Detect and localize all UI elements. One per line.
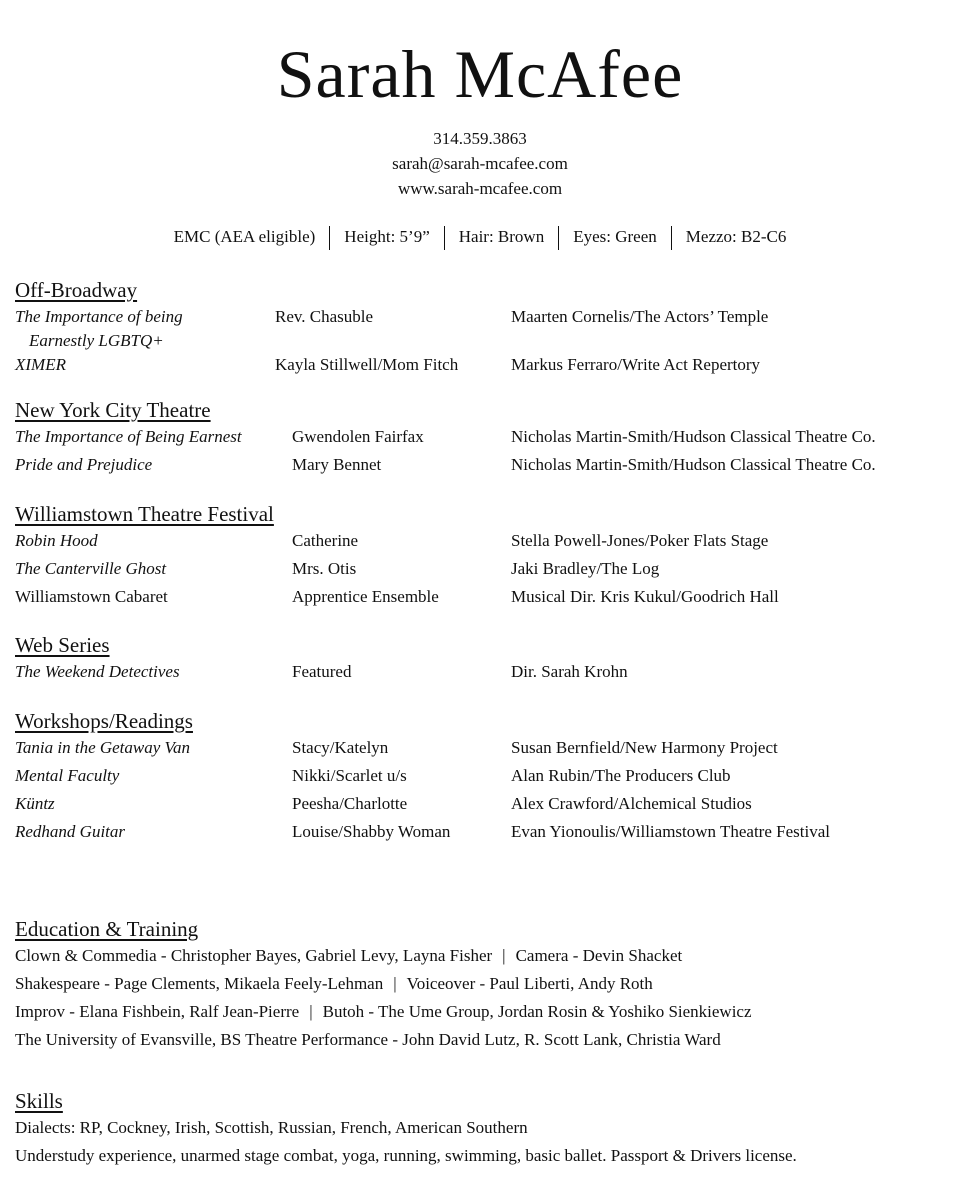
credit-show: Williamstown Cabaret	[15, 587, 168, 606]
credit-role: Apprentice Ensemble	[292, 587, 439, 606]
credit-company: Evan Yionoulis/Williamstown Theatre Festival	[511, 822, 830, 841]
credit-row	[15, 527, 950, 555]
training-item: Butoh - The Ume Group, Jordan Rosin & Yoshiko Sienkiewicz	[322, 1002, 752, 1021]
credit-row	[15, 583, 950, 611]
credit-company: Alan Rubin/The Producers Club	[511, 766, 731, 785]
credit-row	[15, 790, 950, 818]
credit-row	[15, 451, 950, 479]
credit-role: Rev. Chasuble	[275, 307, 374, 326]
voice-range-stat: Mezzo: B2-C6	[685, 227, 787, 246]
skills-line: Understudy experience, unarmed stage combat, yoga, running, swimming, basic ballet. Passport & Drivers license.	[15, 1146, 797, 1165]
website-url: www.sarah-mcafee.com	[397, 179, 563, 198]
training-item: Shakespeare - Page Clements, Mikaela Feely-Lehman	[15, 974, 384, 993]
training-item: Clown & Commedia - Christopher Bayes, Gabriel Levy, Layna Fisher	[15, 946, 493, 965]
credit-company: Susan Bernfield/New Harmony Project	[511, 738, 778, 757]
credit-row	[15, 351, 950, 379]
credit-show: Robin Hood	[15, 531, 98, 550]
separator: |	[502, 946, 506, 965]
credit-company: Musical Dir. Kris Kukul/Goodrich Hall	[511, 587, 779, 606]
skills-lines	[15, 1114, 950, 1170]
credit-show: Mental Faculty	[15, 766, 120, 785]
credit-show: The Canterville Ghost	[15, 559, 167, 578]
training-item: Camera - Devin Shacket	[515, 946, 683, 965]
section-off-broadway	[15, 277, 950, 379]
section-education	[15, 916, 950, 1054]
credit-row	[15, 303, 950, 351]
credit-row	[15, 555, 950, 583]
credit-company: Nicholas Martin-Smith/Hudson Classical Theatre Co.	[511, 455, 876, 474]
education-line	[15, 942, 950, 970]
education-lines	[15, 942, 950, 1054]
credit-role: Peesha/Charlotte	[292, 794, 408, 813]
contact-info	[0, 126, 960, 201]
credit-row	[15, 734, 950, 762]
credit-role: Nikki/Scarlet u/s	[292, 766, 407, 785]
skills-line: Dialects: RP, Cockney, Irish, Scottish, Russian, French, American Southern	[15, 1118, 528, 1137]
section-title: Skills	[15, 1089, 63, 1113]
training-item: Improv - Elana Fishbein, Ralf Jean-Pierre	[15, 1002, 300, 1021]
credit-role: Louise/Shabby Woman	[292, 822, 451, 841]
email-address: sarah@sarah-mcafee.com	[392, 154, 568, 173]
credit-company: Dir. Sarah Krohn	[511, 662, 628, 681]
credit-show: Tania in the Getaway Van	[15, 738, 191, 757]
credit-row	[15, 818, 950, 846]
credit-company: Nicholas Martin-Smith/Hudson Classical Theatre Co.	[511, 427, 876, 446]
credit-role: Featured	[292, 662, 352, 681]
section-skills	[15, 1088, 950, 1170]
actor-name: Sarah McAfee	[276, 36, 684, 112]
credit-show: The Weekend Detectives	[15, 662, 180, 681]
credit-show: The Importance of Being Earnest	[15, 427, 242, 446]
section-workshops	[15, 708, 950, 846]
section-title: Workshops/Readings	[15, 709, 193, 733]
height-stat: Height: 5’9”	[344, 227, 430, 246]
section-title: Off-Broadway	[15, 278, 138, 302]
separator: |	[309, 1002, 313, 1021]
eyes-stat: Eyes: Green	[573, 227, 657, 246]
section-title: Williamstown Theatre Festival	[15, 502, 274, 526]
credit-show	[15, 305, 183, 353]
credit-row	[15, 762, 950, 790]
separator: |	[393, 974, 397, 993]
credit-show: Küntz	[15, 794, 55, 813]
credit-row	[15, 423, 950, 451]
credit-role: Stacy/Katelyn	[292, 738, 389, 757]
credit-role: Gwendolen Fairfax	[292, 427, 424, 446]
credit-company: Stella Powell-Jones/Poker Flats Stage	[511, 531, 769, 550]
section-title: Education & Training	[15, 917, 199, 941]
credit-role: Mrs. Otis	[292, 559, 357, 578]
union-status: EMC (AEA eligible)	[173, 227, 316, 246]
credit-role: Mary Bennet	[292, 455, 382, 474]
credit-row	[15, 658, 950, 686]
credit-role: Kayla Stillwell/Mom Fitch	[275, 355, 459, 374]
actor-stats	[0, 224, 960, 250]
credit-company: Markus Ferraro/Write Act Repertory	[511, 355, 761, 374]
credit-role: Catherine	[292, 531, 359, 550]
section-title: New York City Theatre	[15, 398, 211, 422]
section-nyc-theatre	[15, 397, 950, 479]
credit-show: XIMER	[15, 355, 66, 374]
credit-show: Redhand Guitar	[15, 822, 126, 841]
education-line	[15, 998, 950, 1026]
section-williamstown	[15, 501, 950, 611]
education-line	[15, 970, 950, 998]
credit-company: Maarten Cornelis/The Actors’ Temple	[511, 307, 769, 326]
education-line: The University of Evansville, BS Theatre Performance - John David Lutz, R. Scott Lank, Christia Ward	[15, 1030, 721, 1049]
phone-number: 314.359.3863	[433, 129, 527, 148]
credit-show: Pride and Prejudice	[15, 455, 153, 474]
hair-stat: Hair: Brown	[458, 227, 545, 246]
section-web-series	[15, 632, 950, 686]
credit-company: Alex Crawford/Alchemical Studios	[511, 794, 752, 813]
credit-show-line2: Earnestly LGBTQ+	[29, 331, 164, 350]
credit-company: Jaki Bradley/The Log	[511, 559, 660, 578]
credit-show-line1: The Importance of being	[15, 307, 183, 326]
training-item: Voiceover - Paul Liberti, Andy Roth	[406, 974, 653, 993]
section-title: Web Series	[15, 633, 110, 657]
